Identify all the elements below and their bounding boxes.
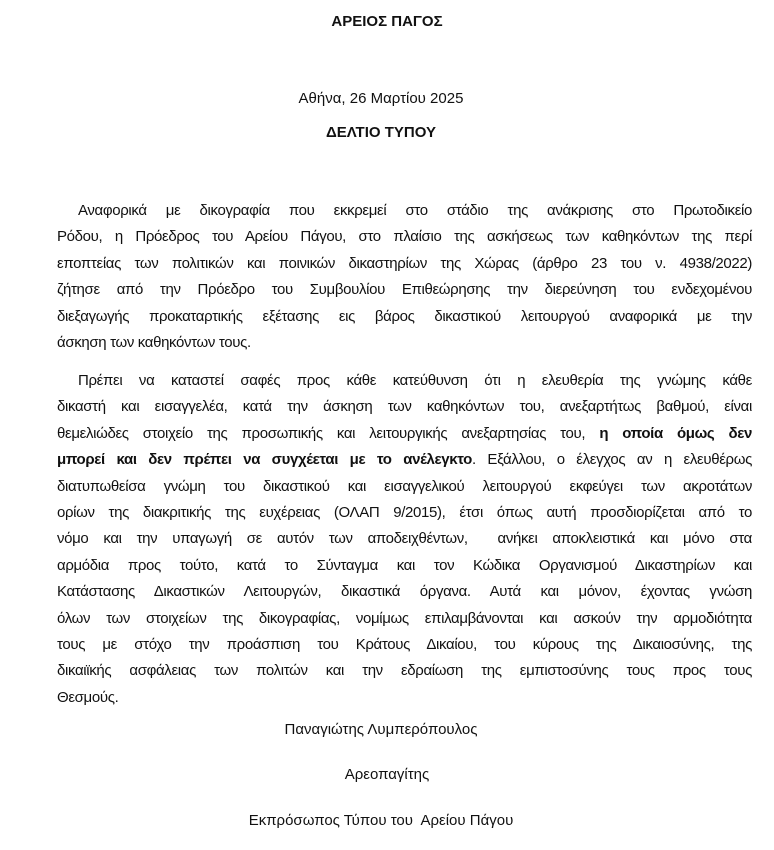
text-segment: . Εξάλλου, ο έλεγχος αν η ελευθέρως	[472, 451, 752, 469]
text-line: διατυπωθείσα γνώμη του δικαστικού και εισαγγελικού λειτουργού εκφεύγει των ακροτάτων	[57, 477, 752, 495]
bold-emphasis: μπορεί και δεν πρέπει να συγχέεται με το ανέλεγκτο	[57, 451, 472, 469]
text-line: τους με στόχο την προάσπιση του Κράτους Δικαίου, του κύρους της Δικαιοσύνης, της	[57, 635, 752, 653]
document-type-heading: ΔΕΛΤΙΟ ΤΥΠΟΥ	[326, 124, 436, 141]
text-line: νόμο και την υπαγωγή σε αυτόν των αποδειχθέντων, ανήκει αποκλειστικά και μόνο στα	[57, 530, 752, 548]
text-line: ζήτησε από την Πρόεδρο του Συμβουλίου Επιθεώρησης την διερεύνηση του ενδεχομένου	[57, 281, 752, 299]
place-date: Αθήνα, 26 Μαρτίου 2025	[298, 90, 464, 107]
text-line: Πρέπει να καταστεί σαφές προς κάθε κατεύθυνση ότι η ελευθερία της γνώμης κάθε	[78, 372, 752, 389]
text-line: Θεσμούς.	[57, 688, 119, 706]
text-segment: θεμελιώδες στοιχείο της προσωπικής και λειτουργικής ανεξαρτησίας του,	[57, 424, 600, 442]
text-line	[57, 447, 752, 473]
text-line: αρμόδια προς τούτο, κατά το Σύνταγμα και τον Κώδικα Οργανισμού Δικαστηρίων και	[57, 556, 752, 574]
text-line: δικαιϊκής ασφάλειας των πολιτών και την εδραίωση της εμπιστοσύνης τους προς τους	[57, 662, 752, 680]
text-line: άσκηση των καθηκόντων τους.	[57, 333, 251, 351]
signatory-name: Παναγιώτης Λυμπερόπουλος	[284, 721, 478, 738]
court-title: ΑΡΕΙΟΣ ΠΑΓΟΣ	[331, 13, 443, 30]
paragraph-1	[57, 198, 752, 356]
text-line: Κατάστασης Δικαστικών Λειτουργών, δικαστικά όργανα. Αυτά και μόνον, έχοντας γνώση	[57, 583, 752, 601]
bold-emphasis: η οποία όμως δεν	[599, 424, 752, 442]
text-line: εποπτείας των πολιτικών και ποινικών δικαστηρίων της Χώρας (άρθρο 23 του ν. 4938/2022)	[57, 254, 752, 272]
text-line: διεξαγωγής προκαταρτικής εξέτασης εις βάρος δικαστικού λειτουργού αναφορικά με την	[57, 307, 752, 325]
signatory-rank: Αρεοπαγίτης	[344, 766, 430, 783]
text-line: Αναφορικά με δικογραφία που εκκρεμεί στο στάδιο της ανάκρισης στο Πρωτοδικείο	[78, 202, 752, 219]
signatory-role: Εκπρόσωπος Τύπου του Αρείου Πάγου	[248, 812, 514, 829]
paragraph-2	[57, 368, 752, 711]
text-line: ορίων της διακριτικής της ευχέρειας (ΟΛΑΠ 9/2015), έτσι όπως αυτή προσδιορίζεται από το	[57, 503, 752, 521]
text-line	[57, 421, 752, 447]
text-line: Ρόδου, η Πρόεδρος του Αρείου Πάγου, στο πλαίσιο της ασκήσεως των καθηκόντων της περί	[57, 228, 752, 246]
text-line: δικαστή και εισαγγελέα, κατά την άσκηση των καθηκόντων του, ανεξαρτήτως βαθμού, είναι	[57, 398, 752, 416]
text-line: όλων των στοιχείων της δικογραφίας, νομίμως επιλαμβάνονται και ασκούν την αρμοδιότητα	[57, 609, 752, 627]
